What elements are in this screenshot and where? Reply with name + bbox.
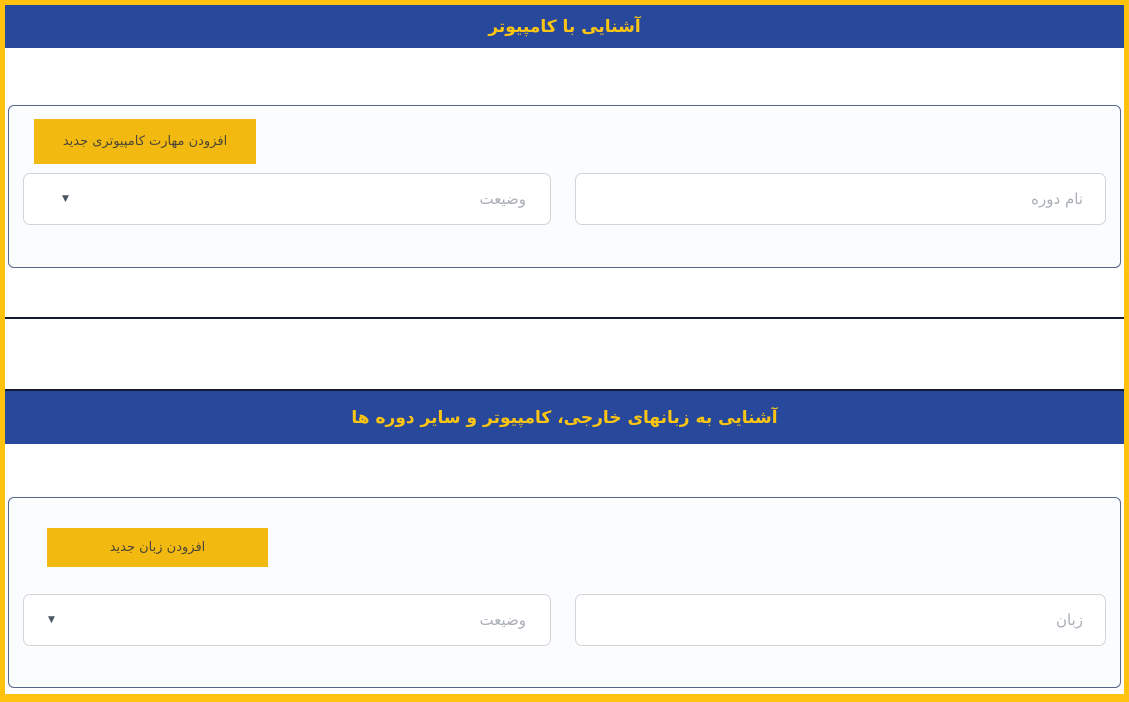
language-input[interactable] bbox=[576, 595, 1105, 645]
languages-panel bbox=[8, 497, 1121, 688]
add-computer-skill-button[interactable]: افزودن مهارت کامپیوتری جدید bbox=[34, 119, 256, 164]
computer-skills-panel bbox=[8, 105, 1121, 268]
computer-skill-status-placeholder: وضیعت bbox=[479, 190, 526, 208]
section-languages-header bbox=[5, 391, 1124, 444]
course-name-input[interactable] bbox=[576, 174, 1105, 224]
computer-skill-course-name-field bbox=[575, 173, 1106, 225]
computer-skill-status-select[interactable] bbox=[23, 173, 551, 225]
page-content bbox=[5, 5, 1124, 694]
chevron-down-icon: ▼ bbox=[48, 614, 55, 625]
section-languages-title: آشنایی به زبانهای خارجی، کامپیوتر و سایر دوره ها bbox=[351, 407, 778, 428]
language-status-select[interactable] bbox=[23, 594, 551, 646]
section-divider bbox=[5, 317, 1124, 319]
chevron-down-icon: ▼ bbox=[62, 193, 69, 204]
language-status-placeholder: وضیعت bbox=[479, 611, 526, 629]
section-computer-header bbox=[5, 5, 1124, 48]
add-language-button[interactable]: افزودن زبان جدید bbox=[47, 528, 268, 567]
language-name-field bbox=[575, 594, 1106, 646]
section-computer-title: آشنایی با کامپیوتر bbox=[488, 16, 641, 37]
